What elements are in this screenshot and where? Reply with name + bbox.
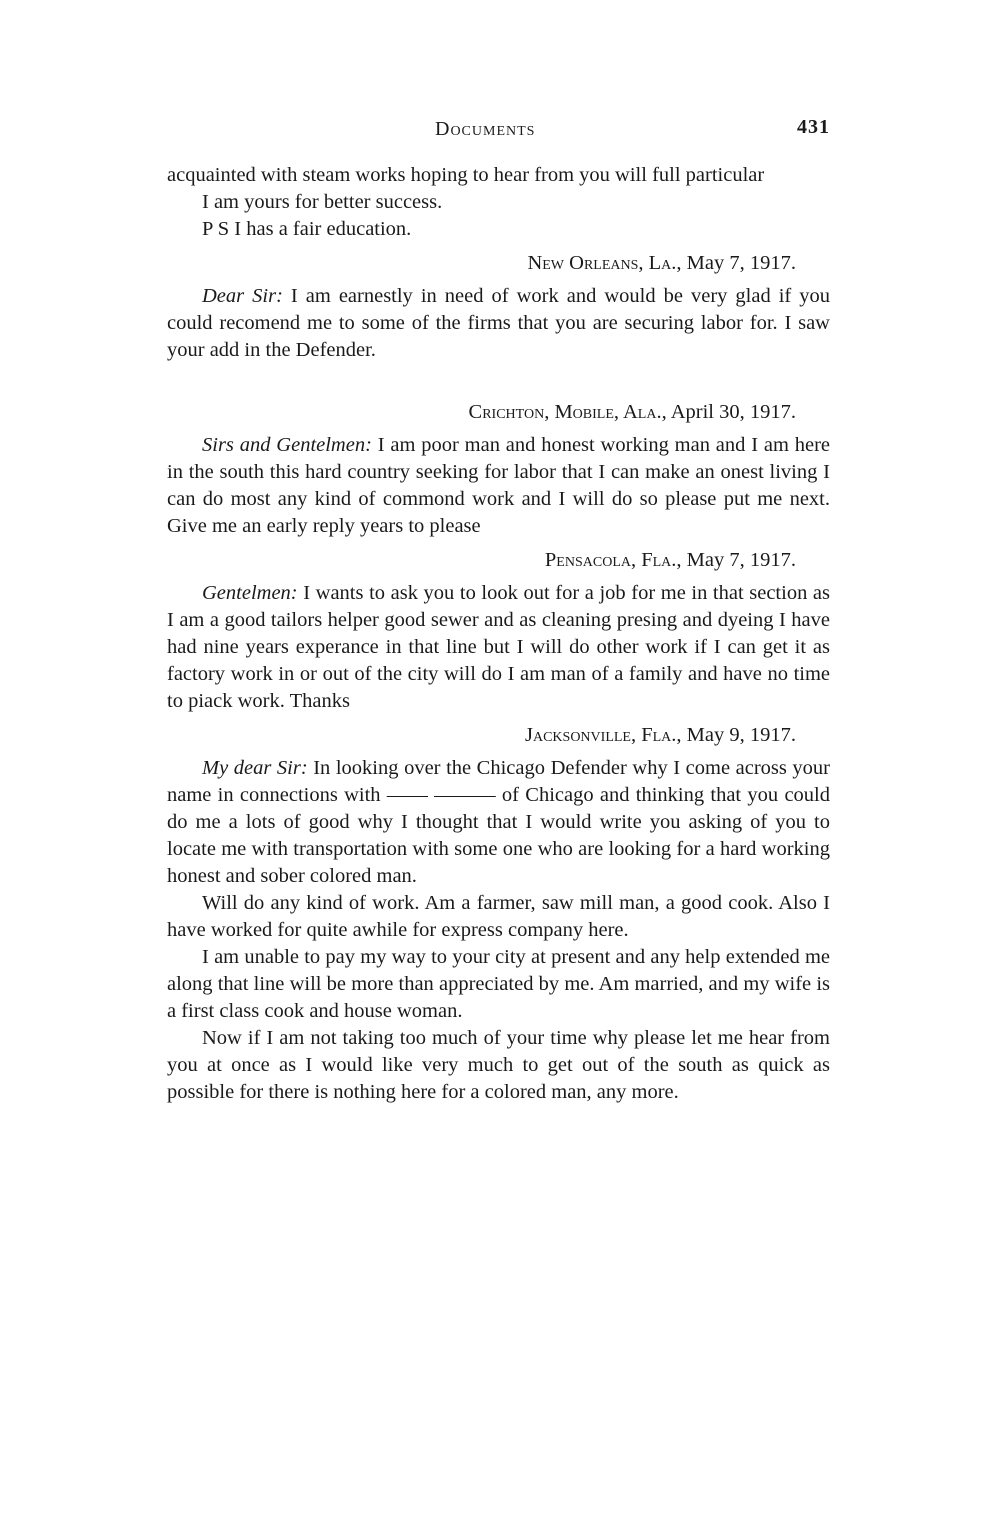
running-head xyxy=(167,112,830,148)
letter-place: Jacksonville, Fla., xyxy=(525,724,682,746)
letter-body-text: I wants to ask you to look out for a job for me in that section as I am a good tailors helper good sewer and as cleaning presing and dyeing I have had nine years experance in that line but I will do other work if I can get it as factory work in or out of the city will do I am man of a family and have no time to piack work. Thanks xyxy=(167,582,831,712)
letter-paragraph: acquainted with steam works hoping to hear from you will full particular xyxy=(167,164,765,186)
letter-date: April 30, 1917. xyxy=(670,401,796,423)
letter-postscript: P S I has a fair education. xyxy=(202,218,412,240)
letter-continuation xyxy=(167,162,830,243)
letter-place: Crichton, Mobile, Ala., xyxy=(468,401,667,423)
letter-date: May 7, 1917. xyxy=(686,252,796,274)
letter-dateline xyxy=(167,722,830,749)
letter-salutation: Sirs and Gentelmen: xyxy=(202,434,372,456)
letter-body-text: In looking over the Chicago Defender why I come across your name in connections with —— ——— of Chicago and thinking that you could do me a lots of good why I thought that I would write you asking of you to locate me with transportation with some one who are looking for a hard working honest and sober colored man. xyxy=(167,757,830,887)
letter-salutation: My dear Sir: xyxy=(202,757,308,779)
letter-pensacola xyxy=(167,547,830,715)
letter-date: May 7, 1917. xyxy=(686,549,796,571)
letter-paragraph: Now if I am not taking too much of your time why please let me hear from you at once as I would like very much to get out of the south as quick as possible for there is nothing here for a colored man, any more. xyxy=(167,1027,830,1103)
letter-new-orleans xyxy=(167,250,830,364)
letter-dateline xyxy=(167,250,830,277)
letter-body xyxy=(167,755,830,890)
letter-body-text: I am earnestly in need of work and would be very glad if you could recomend me to some of the firms that you are securing labor for. I saw your add in the Defender. xyxy=(167,285,831,361)
running-head-title: Documents xyxy=(435,118,536,140)
letter-body-text: I am poor man and honest working man and I am here in the south this hard country seeking for labor that I can make an onest living I can do most any kind of commond work and I will do so please put me next. Give me an early reply years to please xyxy=(167,434,831,537)
letter-crichton-mobile xyxy=(167,399,830,540)
letter-jacksonville xyxy=(167,722,830,1106)
letter-paragraph: Will do any kind of work. Am a farmer, saw mill man, a good cook. Also I have worked for quite awhile for express company here. xyxy=(167,892,830,941)
letter-dateline xyxy=(167,547,830,574)
letter-body xyxy=(167,283,830,364)
letter-date: May 9, 1917. xyxy=(686,724,796,746)
document-page xyxy=(167,112,830,1106)
letter-paragraph: I am unable to pay my way to your city at present and any help extended me along that line will be more than appreciated by me. Am married, and my wife is a first class cook and house woman. xyxy=(167,946,830,1022)
letter-salutation: Dear Sir: xyxy=(202,285,283,307)
letter-place: New Orleans, La., xyxy=(527,252,682,274)
letter-closing: I am yours for better success. xyxy=(202,191,443,213)
letter-body xyxy=(167,432,830,540)
letter-body xyxy=(167,580,830,715)
page-number: 431 xyxy=(797,116,830,138)
letter-salutation: Gentelmen: xyxy=(202,582,298,604)
letter-place: Pensacola, Fla., xyxy=(544,549,682,571)
letter-dateline xyxy=(167,399,830,426)
